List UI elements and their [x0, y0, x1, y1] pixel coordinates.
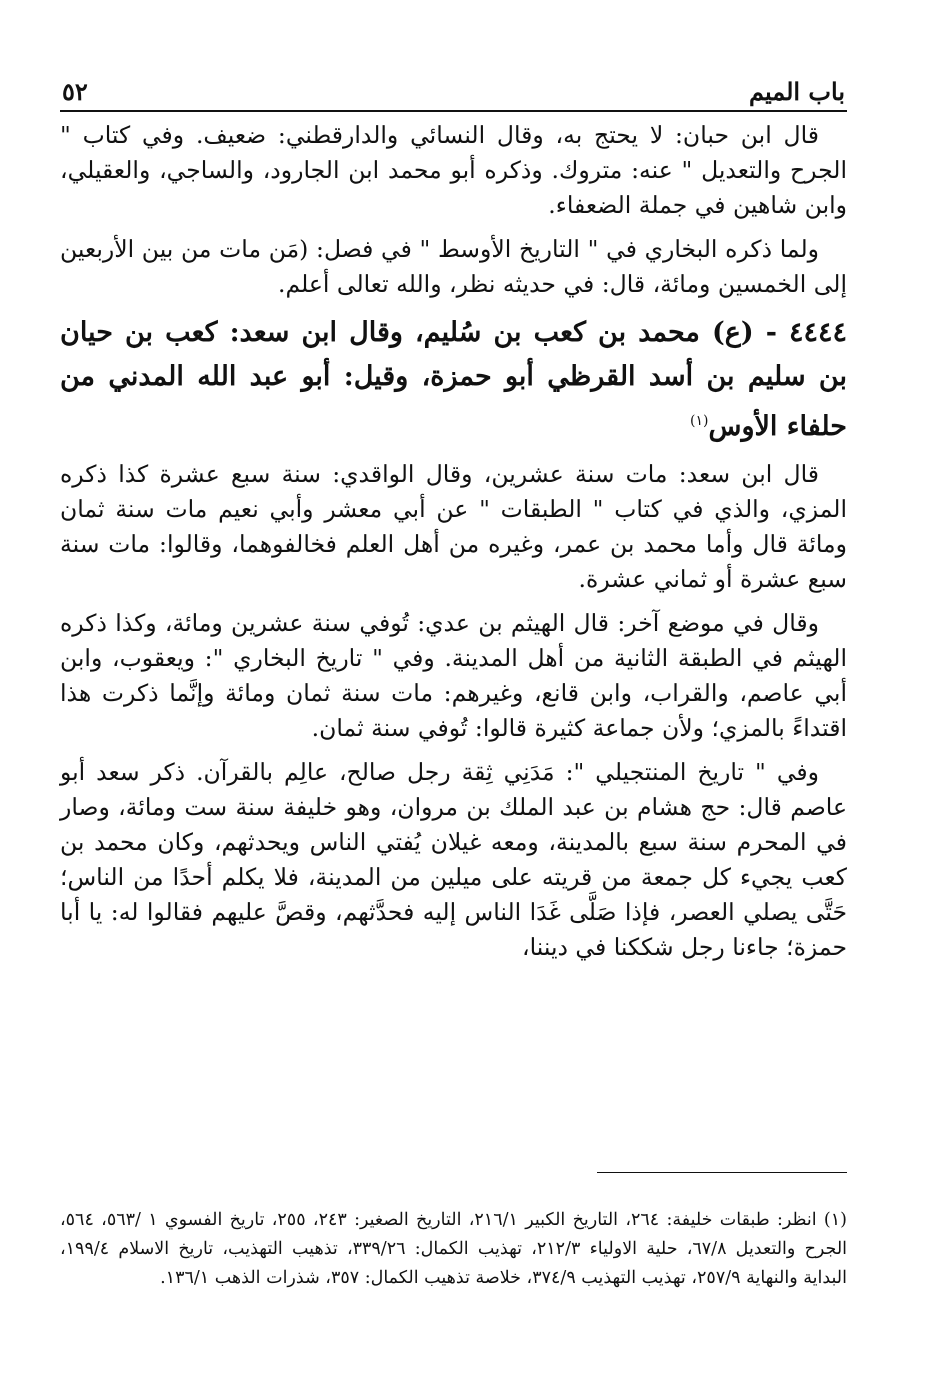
- entry-heading: [60, 311, 847, 449]
- page-number: ٥٢: [62, 77, 88, 106]
- running-title: باب الميم: [748, 77, 845, 106]
- paragraph-2: ولما ذكره البخاري في " التاريخ الأوسط " في فصل: (مَن مات من بين الأربعين إلى الخمسين ومائة، قال: في حديثه نظر، والله تعالى أعلم.: [60, 235, 847, 298]
- entry-heading-text: ٤٤٤٤ - (ع) محمد بن كعب بن سُليم، وقال ابن سعد: كعب بن حيان بن سليم بن أسد القرظي أبو حمزة، وقيل: أبو عبد الله المدني من حلفاء الأوس: [60, 317, 847, 442]
- book-page: [60, 70, 848, 1288]
- footnote: (١) انظر: طبقات خليفة: ٢٦٤، التاريخ الكبير ٢١٦/١، التاريخ الصغير: ٢٤٣، ٢٥٥، تاريخ الفسوي ١ /٥٦٣، ٥٦٤، الجرح والتعديل ٦٧/٨، حلية الاولياء ٢١٢/٣، تهذيب الكمال: ٣٣٩/٢٦، تذهيب التهذيب، تاريخ الاسلام ١٩٩/٤، البداية والنهاية ٢٥٧/٩، تهذيب التهذيب ٣٧٤/٩، خلاصة تذهيب الكمال: ٣٥٧، شذرات الذهب ١٣٦/١.: [60, 1209, 848, 1288]
- paragraph-4: وقال في موضع آخر: قال الهيثم بن عدي: تُوفي سنة عشرين ومائة، وكذا ذكره الهيثم في الطبقة الثانية من أهل المدينة. وفي " تاريخ البخاري ": ويعقوب، وابن أبي عاصم، والقراب، وابن قانع، وغيرهم: مات سنة ثمان ومائة وإنَّما ذكرت هذا اقتداءً بالمزي؛ ولأن جماعة كثيرة قالوا: تُوفي سنة ثمان.: [60, 609, 847, 742]
- main-text: [60, 118, 847, 965]
- running-header: [60, 70, 847, 112]
- footnote-divider: [597, 1172, 847, 1173]
- paragraph-3: قال ابن سعد: مات سنة عشرين، وقال الواقدي: سنة سبع عشرة كذا ذكره المزي، والذي في كتاب " الطبقات " عن أبي معشر وأبي نعيم مات سنة ثمان ومائة قال وأما محمد بن عمر، وغيره من أهل العلم فخالفوهما، وقالوا: مات سنة سبع عشرة أو ثماني عشرة.: [60, 460, 847, 593]
- footnote-marker: (١): [690, 413, 709, 429]
- paragraph-1: قال ابن حبان: لا يحتج به، وقال النسائي والدارقطني: ضعيف. وفي كتاب " الجرح والتعديل " عنه: متروك. وذكره أبو محمد ابن الجارود، والساجي، والعقيلي، وابن شاهين في جملة الضعفاء.: [60, 121, 847, 219]
- paragraph-5: وفي " تاريخ المنتجيلي ": مَدَنِي ثِقة رجل صالح، عالِم بالقرآن. ذكر سعد أبو عاصم قال: حج هشام بن عبد الملك بن مروان، وهو خليفة سنة ست ومائة، وصار في المحرم سنة سبع بالمدينة، ومعه غيلان يُفتي الناس ويحدثهم، وكان محمد بن كعب يجيء كل جمعة من قريته على ميلين من المدينة، فلا يكلم أحدًا من الناس؛ حَتَّى يصلي العصر، فإذا صَلَّى غَدَا الناس إليه فحدَّثهم، وقصَّ عليهم فقالوا له: يا أبا حمزة؛ جاءنا رجل شككنا في ديننا،: [60, 758, 847, 961]
